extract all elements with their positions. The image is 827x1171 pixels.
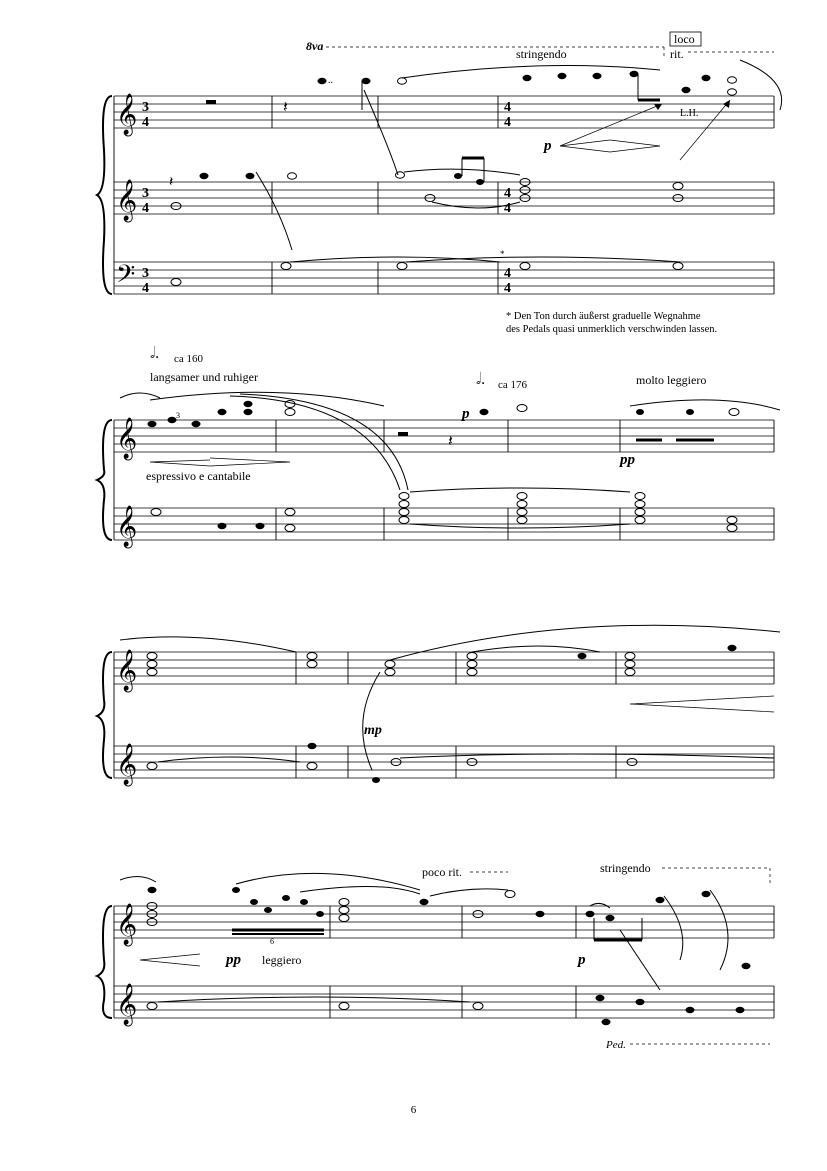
poco-rit-text: poco rit. <box>422 865 462 879</box>
molto-leggiero-text: molto leggiero <box>636 373 707 387</box>
tempo-value: ca 176 <box>498 379 528 391</box>
triplet-mark: 3 <box>176 411 180 420</box>
dynamic-mp: mp <box>364 723 382 738</box>
tempo-text: langsamer und ruhiger <box>150 370 258 384</box>
brace <box>97 652 112 778</box>
staff-3-1 <box>114 652 774 684</box>
staff-4-2 <box>114 986 774 1018</box>
rit-text: rit. <box>670 47 684 61</box>
treble-clef-icon: 𝄞 <box>116 180 138 221</box>
treble-clef-icon: 𝄞 <box>116 744 138 785</box>
time-sig-bottom: 4 <box>142 115 149 130</box>
brace <box>97 420 112 540</box>
expression-text: espressivo e cantabile <box>146 469 251 483</box>
system-2 <box>97 345 780 548</box>
system-1 <box>97 32 782 296</box>
dynamic-pp: pp <box>620 452 635 468</box>
footnote-line-1: * Den Ton durch äußerst graduelle Wegnahme <box>506 311 701 322</box>
svg-text:..: .. <box>328 75 333 86</box>
treble-clef-icon: 𝄞 <box>116 418 138 459</box>
page-number: 6 <box>410 1104 417 1116</box>
treble-clef-icon: 𝄞 <box>116 904 138 945</box>
ottava-mark: 8va <box>306 39 324 53</box>
staff-1-2 <box>114 182 774 214</box>
stringendo-text: stringendo <box>516 47 567 61</box>
notes-system-1 <box>171 71 737 286</box>
treble-clef-icon: 𝄞 <box>116 506 138 547</box>
staff-4-1 <box>114 906 774 938</box>
leggiero-text: leggiero <box>262 953 302 967</box>
time-sig-top: 4 <box>504 100 511 115</box>
brace <box>97 96 112 294</box>
staff-3-2 <box>114 746 774 778</box>
footnote <box>506 310 717 336</box>
time-sig-bottom: 4 <box>142 281 149 296</box>
stringendo-text: stringendo <box>600 861 651 875</box>
dynamic-p: p <box>578 952 586 968</box>
bass-clef-icon: 𝄢 <box>116 260 136 295</box>
treble-clef-icon: 𝄞 <box>116 984 138 1025</box>
whole-rest <box>206 100 216 104</box>
sextuplet-mark: 6 <box>270 937 274 946</box>
time-sig-bottom: 4 <box>504 281 511 296</box>
tempo-note-icon: 𝅗𝅥. <box>476 371 486 388</box>
system-3 <box>97 625 780 786</box>
time-sig-bottom: 4 <box>142 201 149 216</box>
time-sig-top: 4 <box>504 266 511 281</box>
time-sig-top: 4 <box>504 186 511 201</box>
dynamic-p: p <box>462 406 470 422</box>
quarter-rest: 𝄽 <box>283 99 288 116</box>
staff-2-2 <box>114 508 774 540</box>
tempo-value: ca 160 <box>174 353 204 365</box>
footnote-line-2: des Pedals quasi unmerklich verschwinden lassen. <box>506 324 718 335</box>
quarter-rest: 𝄽 <box>169 175 174 190</box>
system-4 <box>97 861 774 1051</box>
treble-clef-icon: 𝄞 <box>116 650 138 691</box>
dynamic-pp: pp <box>226 952 241 968</box>
time-sig-bottom: 4 <box>504 115 511 130</box>
tempo-note-icon: 𝅗𝅥. <box>150 345 160 362</box>
brace <box>97 906 112 1018</box>
svg-text:𝄽: 𝄽 <box>448 433 453 450</box>
staff-1-3 <box>114 262 774 294</box>
lh-marking: L.H. <box>680 108 699 119</box>
treble-clef-icon: 𝄞 <box>116 94 138 135</box>
time-sig-top: 3 <box>142 186 149 201</box>
footnote-mark: * <box>500 249 505 259</box>
loco-text: loco <box>674 32 695 46</box>
time-sig-top: 3 <box>142 266 149 281</box>
staff-2-1 <box>114 420 774 452</box>
time-sig-top: 3 <box>142 100 149 115</box>
time-sig-bottom: 4 <box>504 201 511 216</box>
dynamic-p: p <box>544 138 552 154</box>
pedal-mark-icon: Ped. <box>606 1039 626 1051</box>
